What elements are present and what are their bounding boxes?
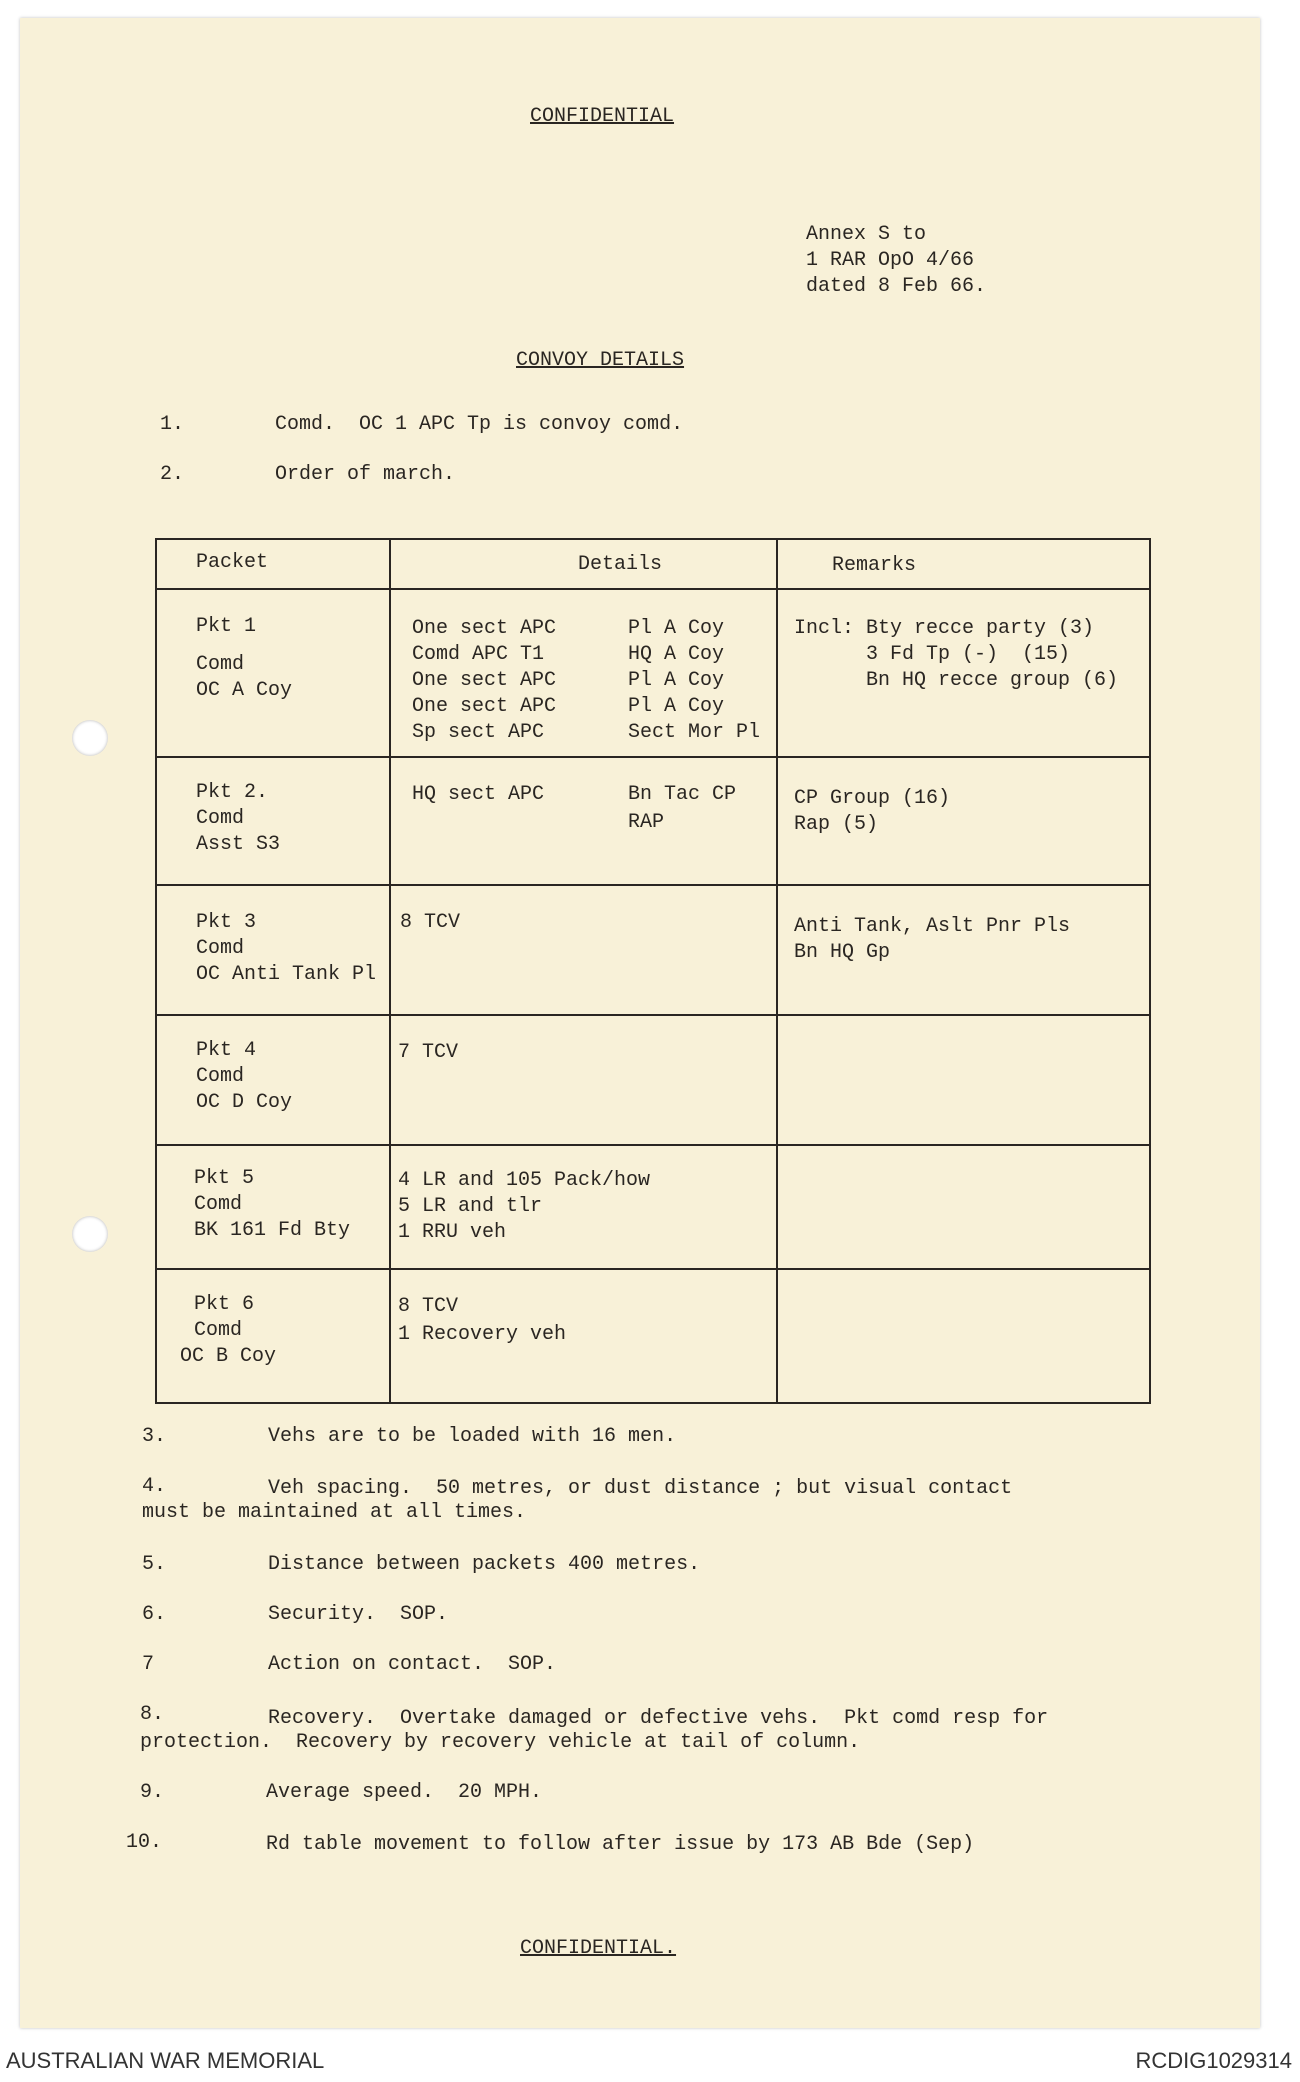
packet-cell: Comd: [196, 1065, 245, 1088]
remarks-cell: Rap (5): [794, 813, 879, 836]
remarks-cell: 3 Fd Tp (-) (15): [794, 643, 1071, 666]
para-text: protection. Recovery by recovery vehicle at tail of column.: [140, 1731, 861, 1754]
details-cell: Pl A Coy: [628, 695, 725, 718]
para-text: Average speed. 20 MPH.: [266, 1781, 543, 1804]
annex-line: Annex S to: [806, 223, 927, 246]
para-text: Comd. OC 1 APC Tp is convoy comd.: [275, 413, 684, 436]
para-text: Vehs are to be loaded with 16 men.: [268, 1425, 677, 1448]
para-text: Order of march.: [275, 463, 456, 486]
details-cell: Comd APC T1: [412, 643, 545, 666]
table-header-remarks: Remarks: [832, 554, 917, 577]
packet-cell: OC B Coy: [180, 1345, 277, 1368]
para-number: 4.: [142, 1475, 167, 1498]
header-divider: [157, 588, 1149, 590]
table-header-packet: Packet: [196, 551, 269, 574]
para-number: 8.: [140, 1703, 165, 1726]
packet-cell: Pkt 3: [196, 911, 257, 934]
details-cell: Bn Tac CP: [628, 783, 737, 806]
punch-hole: [72, 1216, 108, 1252]
para-text: Recovery. Overtake damaged or defective vehs. Pkt comd resp for: [268, 1707, 1049, 1730]
packet-cell: Pkt 1: [196, 615, 257, 638]
details-cell: Sp sect APC: [412, 721, 545, 744]
details-cell: RAP: [628, 811, 665, 834]
details-cell: HQ sect APC: [412, 783, 545, 806]
remarks-cell: Anti Tank, Aslt Pnr Pls: [794, 915, 1071, 938]
para-number: 10.: [126, 1831, 163, 1854]
packet-cell: Pkt 5: [194, 1167, 255, 1190]
row-divider: [157, 1268, 1149, 1270]
packet-cell: BK 161 Fd Bty: [194, 1219, 351, 1242]
classification-footer: CONFIDENTIAL.: [520, 1937, 677, 1960]
para-number: 2.: [160, 463, 185, 486]
details-cell: 8 TCV: [400, 911, 461, 934]
table-header-details: Details: [578, 553, 663, 576]
details-cell: 4 LR and 105 Pack/how: [398, 1169, 651, 1192]
archive-label: AUSTRALIAN WAR MEMORIAL: [6, 2048, 325, 2073]
packet-cell: OC Anti Tank Pl: [196, 963, 377, 986]
column-divider: [776, 540, 778, 1402]
remarks-cell: CP Group (16): [794, 787, 951, 810]
packet-cell: Comd: [196, 807, 245, 830]
packet-cell: Pkt 6: [194, 1293, 255, 1316]
row-divider: [157, 756, 1149, 758]
details-cell: One sect APC: [412, 695, 557, 718]
para-text: Distance between packets 400 metres.: [268, 1553, 701, 1576]
para-number: 6.: [142, 1603, 167, 1626]
packet-cell: Comd: [194, 1193, 243, 1216]
details-cell: Pl A Coy: [628, 617, 725, 640]
details-cell: HQ A Coy: [628, 643, 725, 666]
remarks-cell: Bn HQ recce group (6): [794, 669, 1119, 692]
para-text: Rd table movement to follow after issue by 173 AB Bde (Sep): [266, 1833, 975, 1856]
para-number: 9.: [140, 1781, 165, 1804]
annex-line: 1 RAR OpO 4/66: [806, 249, 975, 272]
details-cell: 5 LR and tlr: [398, 1195, 543, 1218]
details-cell: 8 TCV: [398, 1295, 459, 1318]
classification-header: CONFIDENTIAL: [530, 105, 675, 128]
details-cell: 1 RRU veh: [398, 1221, 507, 1244]
packet-cell: Pkt 2.: [196, 781, 269, 804]
packet-cell: Pkt 4: [196, 1039, 257, 1062]
para-number: 5.: [142, 1553, 167, 1576]
packet-cell: OC A Coy: [196, 679, 293, 702]
para-number: 3.: [142, 1425, 167, 1448]
para-text: must be maintained at all times.: [142, 1501, 527, 1524]
punch-hole: [72, 720, 108, 756]
annex-line: dated 8 Feb 66.: [806, 275, 987, 298]
row-divider: [157, 1014, 1149, 1016]
details-cell: 7 TCV: [398, 1041, 459, 1064]
remarks-cell: Bn HQ Gp: [794, 941, 891, 964]
packet-cell: Asst S3: [196, 833, 281, 856]
row-divider: [157, 1144, 1149, 1146]
details-cell: One sect APC: [412, 617, 557, 640]
document-title: CONVOY DETAILS: [516, 349, 685, 372]
details-cell: Sect Mor Pl: [628, 721, 761, 744]
para-text: Security. SOP.: [268, 1603, 449, 1626]
para-number: 1.: [160, 413, 185, 436]
details-cell: 1 Recovery veh: [398, 1323, 567, 1346]
para-text: Veh spacing. 50 metres, or dust distance ; but visual contact: [268, 1477, 1013, 1500]
column-divider: [389, 540, 391, 1402]
packet-cell: Comd: [194, 1319, 243, 1342]
details-cell: Pl A Coy: [628, 669, 725, 692]
para-number: 7: [142, 1653, 155, 1676]
para-text: Action on contact. SOP.: [268, 1653, 557, 1676]
packet-cell: OC D Coy: [196, 1091, 293, 1114]
details-cell: One sect APC: [412, 669, 557, 692]
archive-id: RCDIG1029314: [1135, 2048, 1292, 2073]
row-divider: [157, 884, 1149, 886]
remarks-cell: Incl: Bty recce party (3): [794, 617, 1095, 640]
packet-cell: Comd: [196, 937, 245, 960]
packet-cell: Comd: [196, 653, 245, 676]
